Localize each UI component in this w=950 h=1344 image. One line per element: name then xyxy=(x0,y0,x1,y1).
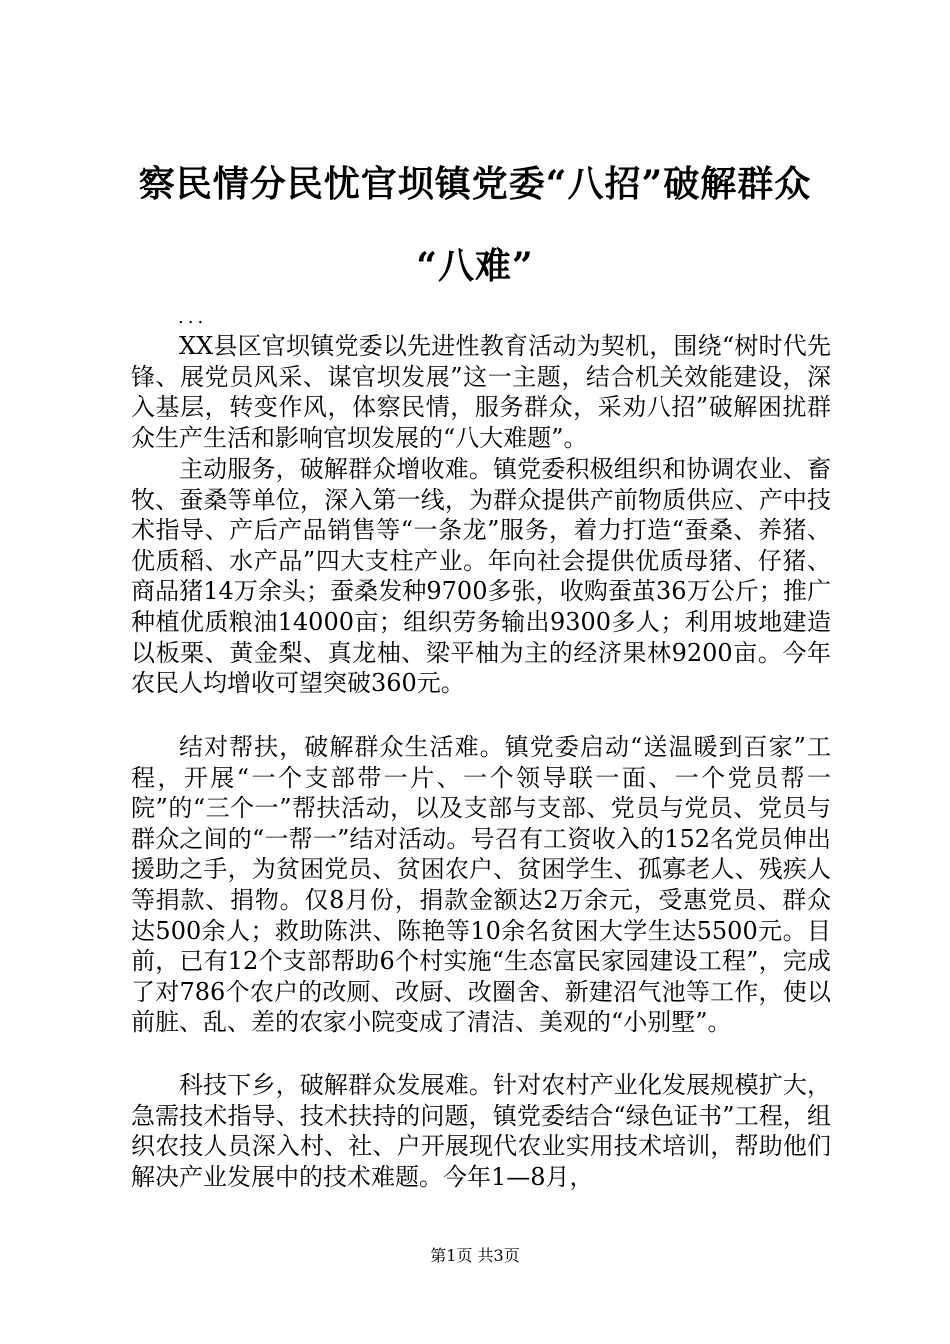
paragraph-income: 主动服务，破解群众增收难。镇党委积极组织和协调农业、畜牧、蚕桑等单位，深入第一线，为群众提供产前物质供应、产中技术指导、产后产品销售等“一条龙”服务，着力打造“蚕桑、养猪、优质稻、水产品”四大支柱产业。年向社会提供优质母猪、仔猪、商品猪14万余头；蚕桑发种9700多张，收购蚕茧36万公斤；推广种植优质粮油14000亩；组织劳务输出9300多人；利用坡地建造以板栗、黄金梨、真龙柚、梁平柚为主的经济果林9200亩。今年农民人均增收可望突破360元。 xyxy=(131,455,831,698)
page-number-footer: 第1页 共3页 xyxy=(430,1246,520,1265)
document-title-line-2: “八难” xyxy=(416,245,534,287)
paragraph-development: 科技下乡，破解群众发展难。针对农村产业化发展规模扩大，急需技术指导、技术扶持的问题，镇党委结合“绿色证书”工程，组织农技人员深入村、社、户开展现代农业实用技术培训，帮助他们解决产业发展中的技术难题。今年1—8月， xyxy=(131,1071,831,1191)
ellipsis-marker: ... xyxy=(178,307,208,328)
paragraph-living: 结对帮扶，破解群众生活难。镇党委启动“送温暖到百家”工程，开展“一个支部带一片、一个领导联一面、一个党员帮一院”的“三个一”帮扶活动，以及支部与支部、党员与党员、党员与群众之间的“一帮一”结对活动。号召有工资收入的152名党员伸出援助之手，为贫困党员、贫困农户、贫困学生、孤寡老人、残疾人等捐款、捐物。仅8月份，捐款金额达2万余元，受惠党员、群众达500余人；救助陈洪、陈艳等10余名贫困大学生达5500元。目前，已有12个支部帮助6个村实施“生态富民家园建设工程”，完成了对786个农户的改厕、改厨、改圈舍、新建沼气池等工作，使以前脏、乱、差的农家小院变成了清洁、美观的“小别墅”。 xyxy=(131,733,831,1037)
document-title-line-1: 察民情分民忧官坝镇党委“八招”破解群众 xyxy=(138,163,812,205)
paragraph-intro: XX县区官坝镇党委以先进性教育活动为契机，围绕“树时代先锋、展党员风采、谋官坝发展”这一主题，结合机关效能建设，深入基层，转变作风，体察民情，服务群众，采劝八招”破解困扰群众生产生活和影响官坝发展的“八大难题”。 xyxy=(131,332,831,452)
